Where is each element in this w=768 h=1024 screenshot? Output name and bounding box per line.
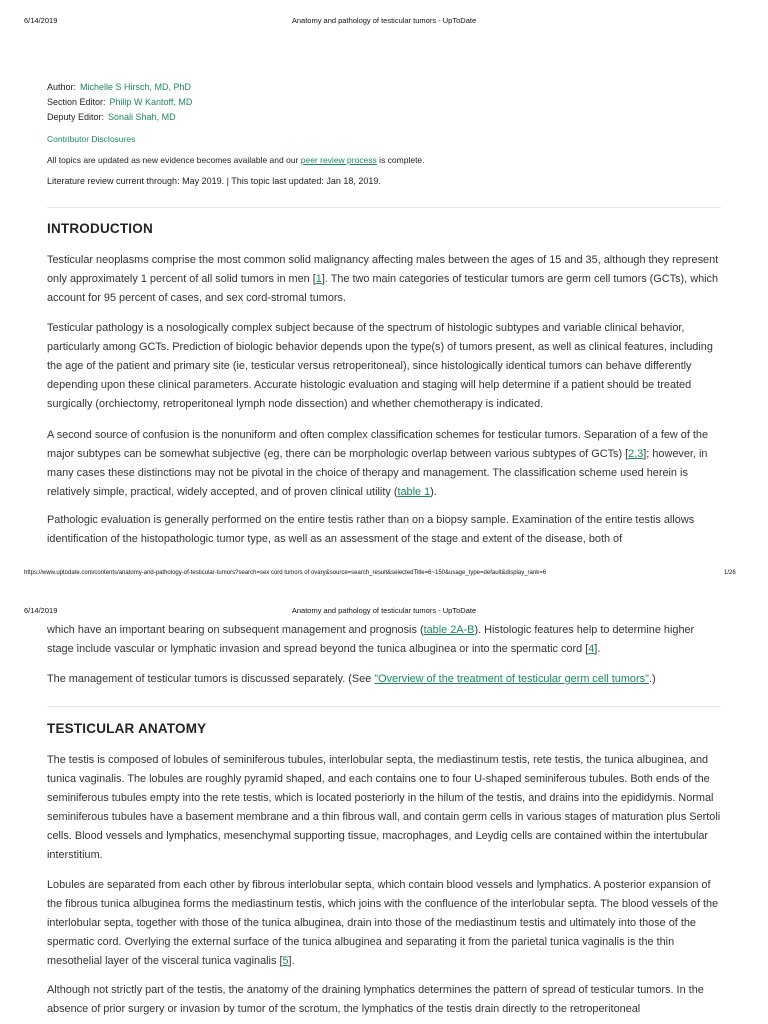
author-label: Author:	[47, 82, 77, 92]
reference-link[interactable]: 5	[282, 955, 289, 967]
table-link[interactable]: table 2A-B	[423, 624, 475, 636]
section-editor-link[interactable]: Philip W Kantoff, MD	[109, 97, 193, 107]
author-line	[47, 82, 191, 92]
divider	[47, 207, 721, 208]
deputy-editor-label: Deputy Editor:	[47, 112, 105, 122]
reference-link[interactable]: 2,3	[628, 448, 644, 460]
print-header	[0, 16, 768, 28]
text: The management of testicular tumors is discussed separately. (See	[47, 673, 375, 685]
paragraph: Pathologic evaluation is generally performed on the entire testis rather than on a biopsy sample. Examination of the entire testis allows identification of the histopathologic tumor type, as well as an assessment of the stage and extent of the disease, both of	[47, 514, 695, 545]
paragraph	[47, 876, 723, 971]
paragraph	[47, 251, 723, 308]
section-editor-line	[47, 97, 192, 107]
literature-review-line: Literature review current through: May 2019. | This topic last updated: Jan 18, 2019.	[47, 176, 381, 186]
text: ). Histologic features help to determine higher stage include vascular or lymphatic invasion and spread beyond the tunica albuginea or into the spermatic cord [	[47, 624, 695, 655]
peer-review-link[interactable]: peer review process	[300, 155, 377, 165]
update-notice-pre: All topics are updated as new evidence becomes available and our	[47, 155, 301, 165]
section-heading-introduction: INTRODUCTION	[47, 221, 153, 236]
topic-link[interactable]: "Overview of the treatment of testicular germ cell tumors"	[374, 673, 649, 685]
deputy-editor-line	[47, 112, 176, 122]
reference-link[interactable]: 1	[315, 273, 322, 285]
divider	[47, 706, 721, 707]
paragraph	[47, 621, 723, 659]
footer-url: https://www.uptodate.com/contents/anatomy-and-pathology-of-testicular-tumors?search=sex cord tumors of ovary&source=search_result&selectedTitle=6~150&usage_type=default&display_rank=6	[24, 570, 547, 576]
text: Testicular neoplasms comprise the most common solid malignancy affecting males between the ages of 15 and 35, although they represent only approximately 1 percent of all solid tumors in men [	[47, 254, 719, 285]
text: ]; however, in many cases these distinctions may not be pivotal in the choice of therapy and management. The classification scheme used herein is relatively simple, practical, widely accepted, and of proven clinical utility (	[47, 448, 708, 498]
section-heading-testicular-anatomy: TESTICULAR ANATOMY	[47, 721, 207, 736]
paragraph	[47, 426, 723, 502]
paragraph	[47, 670, 723, 689]
author-link[interactable]: Michelle S Hirsch, MD, PhD	[80, 82, 192, 92]
print-header	[0, 606, 768, 618]
text: which have an important bearing on subsequent management and prognosis (	[47, 624, 424, 636]
print-footer	[0, 570, 768, 582]
page-number: 1/26	[724, 570, 736, 576]
print-title: Anatomy and pathology of testicular tumors - UpToDate	[291, 16, 477, 25]
table-link[interactable]: table 1	[397, 486, 431, 498]
text: .)	[648, 673, 656, 685]
section-editor-label: Section Editor:	[47, 97, 106, 107]
reference-link[interactable]: 4	[588, 643, 595, 655]
paragraph: The testis is composed of lobules of seminiferous tubules, interlobular septa, the mediastinum testis, rete testis, the tunica albuginea, and tunica vaginalis. The lobules are roughly pyramid shaped, and each contains one to four U-shaped seminiferous tubules. Both ends of the seminiferous tubules empty into the rete testis, which is located posteriorly in the hilum of the testis, and drains into the epididymis. Normal seminiferous tubules have a basement membrane and a thin fibrous wall, and contain germ cells in various stages of maturation plus Sertoli cells. Blood vessels and lymphatics, mesenchymal supporting tissue, macrophages, and Leydig cells are contained within the intertubular interstitium.	[47, 754, 721, 861]
update-notice-post: is complete.	[376, 155, 425, 165]
paragraph: Although not strictly part of the testis, the anatomy of the draining lymphatics determines the pattern of spread of testicular tumors. In the absence of prior surgery or invasion by tumor of the scrotum, the lymphatics of the testis drain directly to the retroperitoneal	[47, 984, 704, 1015]
text: ]. The two main categories of testicular tumors are germ cell tumors (GCTs), which account for 95 percent of cases, and sex cord-stromal tumors.	[47, 273, 719, 304]
text: A second source of confusion is the nonuniform and often complex classification schemes for testicular tumors. Separation of a few of the major subtypes can be somewhat subjective (eg, there can be morphologic overlap between various subtypes of GCTs) [	[47, 429, 709, 460]
deputy-editor-link[interactable]: Sonali Shah, MD	[108, 112, 176, 122]
print-date: 6/14/2019	[24, 16, 58, 25]
text: ].	[288, 955, 295, 967]
paragraph: Testicular pathology is a nosologically complex subject because of the spectrum of histologic subtypes and variable clinical behavior, particularly among GCTs. Prediction of biologic behavior depends upon the type(s) of tumors present, as well as clinical features, including the age of the patient and primary site (ie, testicular versus retroperitoneal), since histologically identical tumors can behave differently depending upon these clinical parameters. Accurate histologic evaluation and staging will help determine if a patient should be treated surgically (orchiectomy, retroperitoneal lymph node dissection) and whether chemotherapy is indicated.	[47, 322, 713, 410]
text: ].	[594, 643, 601, 655]
print-date: 6/14/2019	[24, 606, 58, 615]
text: Lobules are separated from each other by fibrous interlobular septa, which contain blood vessels and lymphatics. A posterior expansion of the fibrous tunica albuginea forms the mediastinum testis, which joins with the confluence of the interlobular septa. The blood vessels of the interlobular septa, together with those of the tunica albuginea, drain into those of the mediastinum testis and ultimately into those of the spermatic cord. Overlying the external surface of the tunica albuginea and separating it from the parietal tunica vaginalis is the thin mesothelial layer of the visceral tunica vaginalis [	[47, 879, 719, 967]
print-title: Anatomy and pathology of testicular tumors - UpToDate	[291, 606, 477, 615]
text: ).	[430, 486, 437, 498]
update-notice	[47, 155, 425, 165]
contributor-disclosures-link[interactable]: Contributor Disclosures	[47, 134, 136, 144]
